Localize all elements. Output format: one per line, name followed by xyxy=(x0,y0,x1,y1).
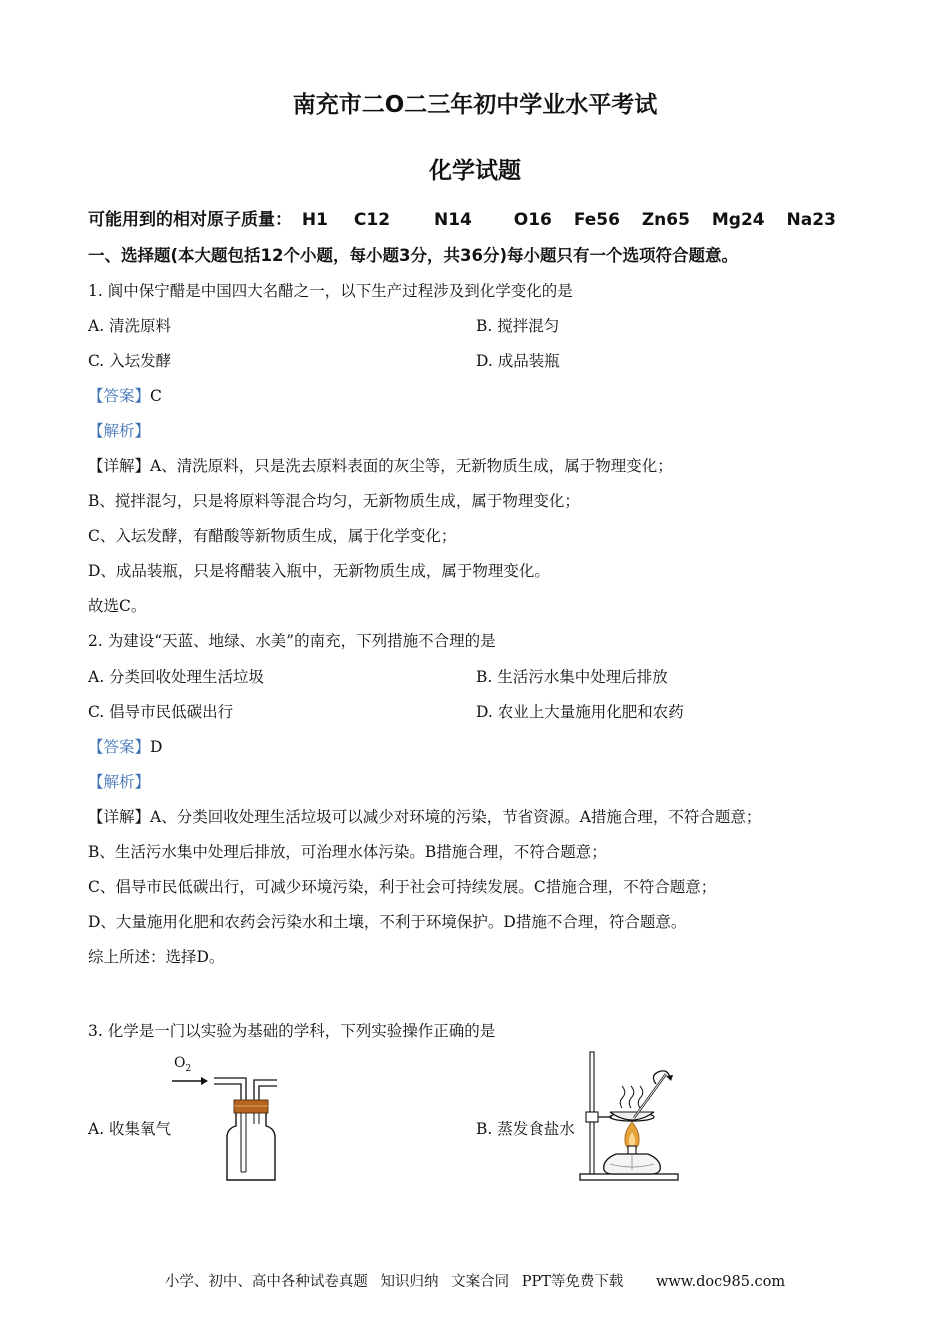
q1-option-b: B. 搅拌混匀 xyxy=(476,317,560,335)
q1-answer xyxy=(88,384,162,406)
answer-tag: 【答案】 xyxy=(88,387,151,405)
q2-answer xyxy=(88,735,162,757)
mass-item: Mg24 xyxy=(711,210,765,230)
oxygen-subscript: 2 xyxy=(185,1063,192,1074)
q1-detail-line xyxy=(88,454,673,476)
q2-stem: 2. 为建设“天蓝、地绿、水美”的南充，下列措施不合理的是 xyxy=(88,632,496,650)
page-subtitle: 化学试题 xyxy=(429,158,521,184)
footer-item: 文案合同 xyxy=(451,1274,510,1290)
mass-item: Na23 xyxy=(786,210,836,230)
atomic-masses-label: 可能用到的相对原子质量： xyxy=(88,210,292,230)
q2-analysis-tag: 【解析】 xyxy=(88,773,151,791)
evaporation-apparatus-illustration xyxy=(576,1048,686,1184)
q1-option-d: D. 成品装瓶 xyxy=(476,352,560,370)
q1-detail-line: B、搅拌混匀，只是将原料等混合均匀，无新物质生成，属于物理变化； xyxy=(88,492,580,510)
q1-conclusion: 故选C。 xyxy=(88,597,147,615)
page-footer xyxy=(0,1270,950,1291)
q2-option-b: B. 生活污水集中处理后排放 xyxy=(476,668,668,686)
mass-item: Zn65 xyxy=(641,210,690,230)
q1-analysis-tag: 【解析】 xyxy=(88,422,151,440)
q1-detail-line: D、成品装瓶，只是将醋装入瓶中，无新物质生成，属于物理变化。 xyxy=(88,562,550,580)
detail-tag: 【详解】 xyxy=(88,808,151,826)
gas-collection-bottle-illustration xyxy=(170,1068,290,1188)
page-title: 南充市二O二三年初中学业水平考试 xyxy=(292,92,658,118)
mass-item: H1 xyxy=(301,210,328,230)
q1-detail-line: C、入坛发酵，有醋酸等新物质生成，属于化学变化； xyxy=(88,527,457,545)
oxygen-symbol: O xyxy=(174,1055,186,1071)
footer-item: PPT等免费下载 xyxy=(521,1274,624,1290)
q2-option-c: C. 倡导市民低碳出行 xyxy=(88,703,234,721)
q1-stem: 1. 阆中保宁醋是中国四大名醋之一，以下生产过程涉及到化学变化的是 xyxy=(88,282,573,300)
q2-detail-line: B、生活污水集中处理后排放，可治理水体污染。B措施合理，不符合题意； xyxy=(88,843,607,861)
mass-item: O16 xyxy=(513,210,552,230)
q2-conclusion: 综上所述：选择D。 xyxy=(88,948,225,966)
q2-detail-line: D、大量施用化肥和农药会污染水和土壤，不利于环境保护。D措施不合理，符合题意。 xyxy=(88,913,687,931)
detail-tag: 【详解】 xyxy=(88,457,151,475)
mass-item: C12 xyxy=(353,210,391,230)
mass-item: Fe56 xyxy=(573,210,620,230)
answer-value: D xyxy=(150,738,163,756)
q2-detail-line: C、倡导市民低碳出行，可减少环境污染，利于社会可持续发展。C措施合理，不符合题意； xyxy=(88,878,717,896)
q1-option-c: C. 入坛发酵 xyxy=(88,352,172,370)
q3-option-b: B. 蒸发食盐水 xyxy=(476,1120,575,1138)
detail-text: A、分类回收处理生活垃圾可以减少对环境的污染，节省资源。A措施合理，不符合题意； xyxy=(150,808,762,826)
footer-link[interactable]: www.doc985.com xyxy=(655,1274,786,1290)
atomic-masses xyxy=(88,205,836,230)
answer-value: C xyxy=(150,387,162,405)
section-heading: 一、选择题(本大题包括12个小题，每小题3分，共36分)每小题只有一个选项符合题意。 xyxy=(88,246,738,265)
q2-option-a: A. 分类回收处理生活垃圾 xyxy=(88,668,265,686)
q3-option-a: A. 收集氧气 xyxy=(88,1120,172,1138)
detail-text: A、清洗原料，只是洗去原料表面的灰尘等，无新物质生成，属于物理变化； xyxy=(150,457,673,475)
q1-option-a: A. 清洗原料 xyxy=(88,317,172,335)
q3-stem: 3. 化学是一门以实验为基础的学科，下列实验操作正确的是 xyxy=(88,1022,496,1040)
answer-tag: 【答案】 xyxy=(88,738,151,756)
footer-item: 知识归纳 xyxy=(380,1274,439,1290)
q2-detail-line xyxy=(88,805,761,827)
q2-option-d: D. 农业上大量施用化肥和农药 xyxy=(476,703,684,721)
mass-item: N14 xyxy=(433,210,472,230)
footer-item: 小学、初中、高中各种试卷真题 xyxy=(164,1274,368,1290)
